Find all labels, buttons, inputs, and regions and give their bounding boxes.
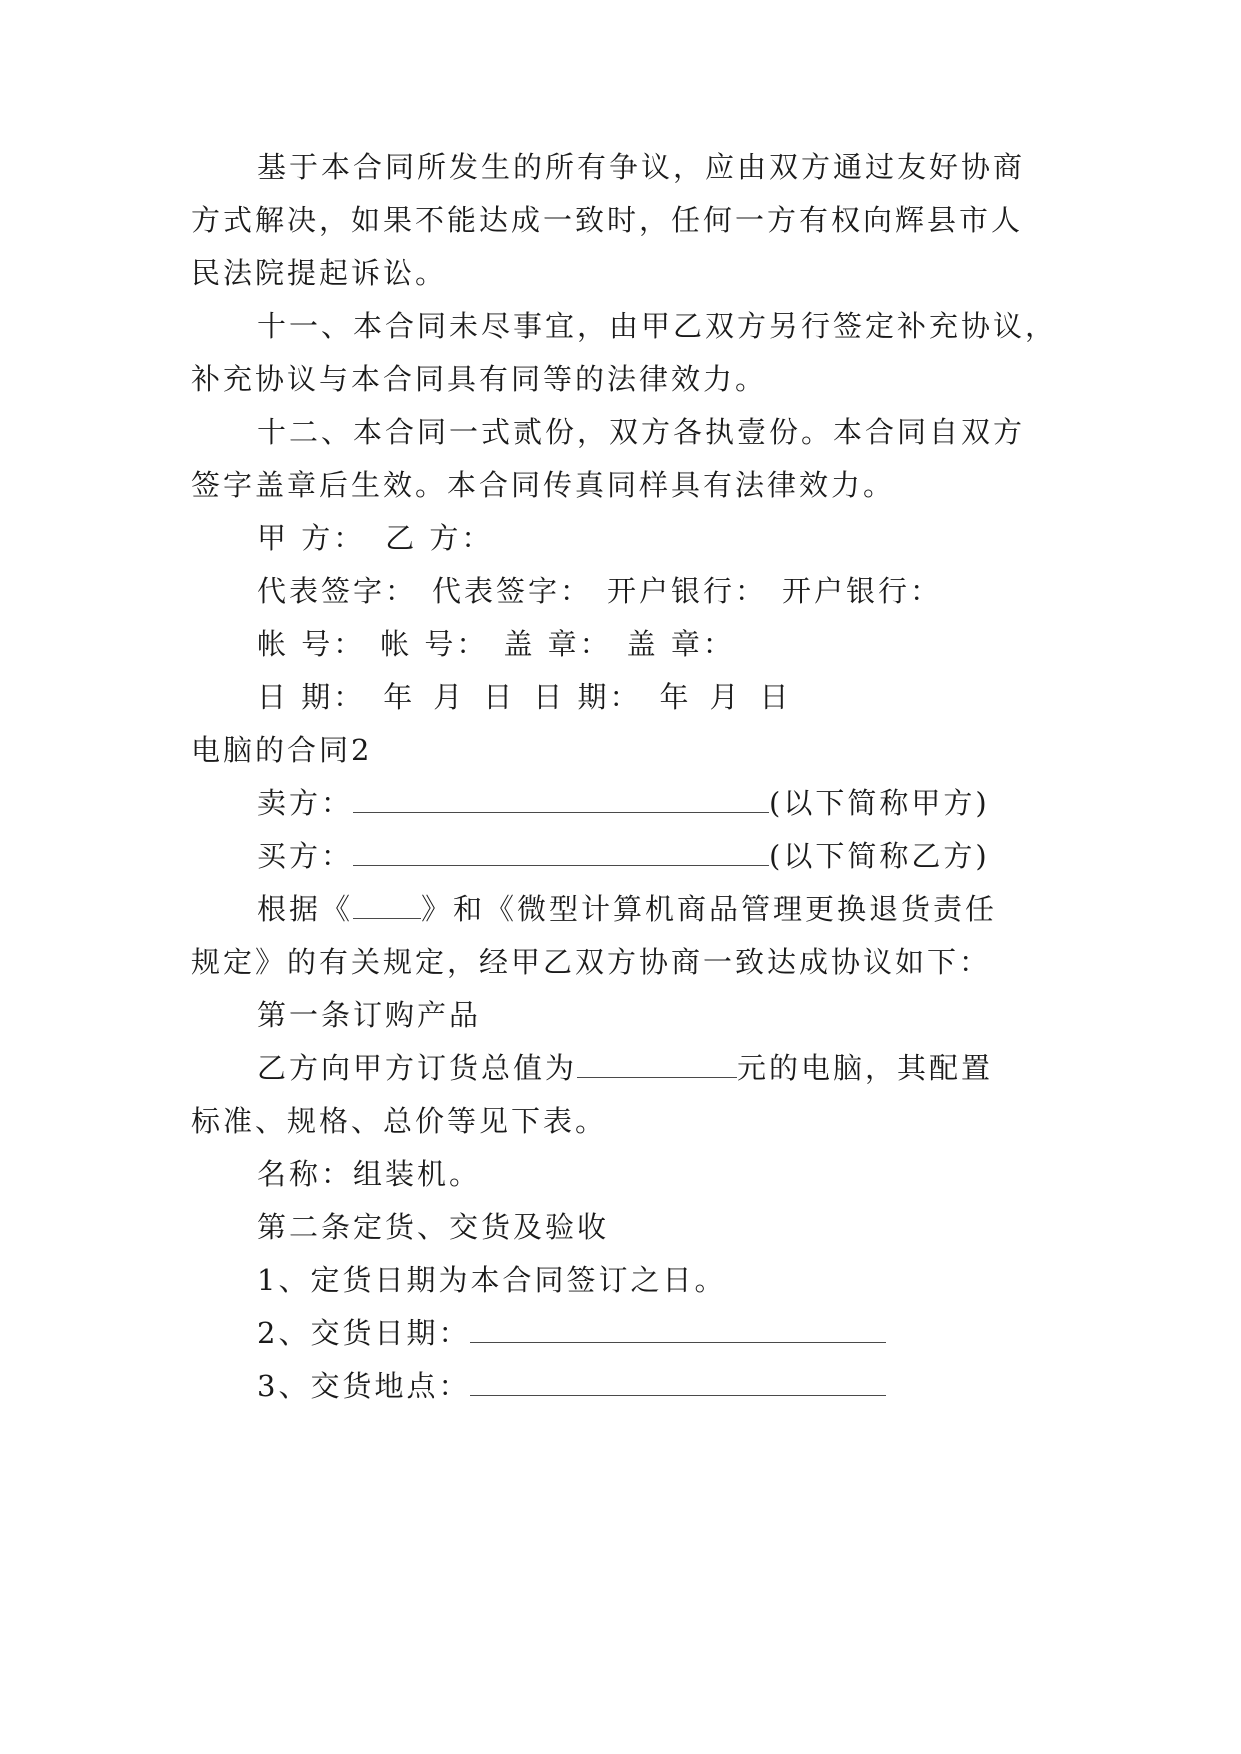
paragraph-dispute-line1: 基于本合同所发生的所有争议，应由双方通过友好协商 [257,150,1026,184]
basis-suffix: 》和《微型计算机商品管理更换退货责任 [421,892,998,926]
year-b: 年 [659,680,692,714]
party-b-label: 乙 方： [385,521,494,555]
seller-blank [353,786,769,813]
clause-eleven-line1: 十一、本合同未尽事宜，由甲乙双方另行签定补充协议， [257,309,1058,343]
item-order-date: 1、定货日期为本合同签订之日。 [257,1263,727,1297]
paragraph-dispute-line2: 方式解决，如果不能达成一致时，任何一方有权向辉县市人 [191,203,1024,237]
party-a-label: 甲 方： [257,521,366,555]
article1-suffix: 元的电脑，其配置 [737,1051,994,1085]
month-b: 月 [709,680,742,714]
rep-a-label: 代表签字： [257,574,418,608]
month-a: 月 [433,680,466,714]
item-delivery-place [257,1366,886,1406]
date-a-label: 日 期： [257,680,366,714]
seller-suffix: (以下简称甲方) [769,786,990,820]
buyer-blank [353,839,769,866]
buyer-line [257,836,990,876]
article1-line1 [257,1048,993,1088]
article1-prefix: 乙方向甲方订货总值为 [257,1051,578,1085]
day-a: 日 [483,680,516,714]
paragraph-dispute-line3: 民法院提起诉讼。 [191,256,448,290]
basis-prefix: 根据《 [257,892,354,926]
delivery-place-blank [470,1369,886,1396]
buyer-suffix: (以下简称乙方) [769,839,990,873]
signature-rep-bank-line [257,571,942,611]
item-delivery-date [257,1313,886,1353]
product-name: 名称：组装机。 [257,1157,482,1191]
clause-twelve-line1: 十二、本合同一式贰份，双方各执壹份。本合同自双方 [257,415,1026,449]
law-name-blank [353,892,421,919]
seller-line [257,783,990,823]
day-b: 日 [759,680,792,714]
account-a-label: 帐 号： [257,627,366,661]
signature-parties-line [257,518,493,558]
basis-line2: 规定》的有关规定，经甲乙双方协商一致达成协议如下： [191,945,992,979]
date-b-label: 日 期： [533,680,642,714]
seller-label: 卖方： [257,786,354,820]
bank-b-label: 开户银行： [782,574,943,608]
signature-account-seal-line [257,624,735,664]
section-title: 电脑的合同2 [191,733,373,767]
article1-title: 第一条订购产品 [257,998,482,1032]
seal-a-label: 盖 章： [503,627,612,661]
delivery-date-blank [470,1316,886,1343]
article1-line2: 标准、规格、总价等见下表。 [191,1104,608,1138]
bank-a-label: 开户银行： [607,574,768,608]
total-value-blank [577,1051,737,1078]
year-a: 年 [383,680,416,714]
clause-eleven-line2: 补充协议与本合同具有同等的法律效力。 [191,362,768,396]
clause-twelve-line2: 签字盖章后生效。本合同传真同样具有法律效力。 [191,468,896,502]
delivery-date-label: 2、交货日期： [257,1316,471,1350]
account-b-label: 帐 号： [380,627,489,661]
seal-b-label: 盖 章： [626,627,735,661]
basis-line1 [257,889,997,929]
article2-title: 第二条定货、交货及验收 [257,1210,610,1244]
rep-b-label: 代表签字： [432,574,593,608]
delivery-place-label: 3、交货地点： [257,1369,471,1403]
signature-date-line [257,677,792,717]
buyer-label: 买方： [257,839,354,873]
